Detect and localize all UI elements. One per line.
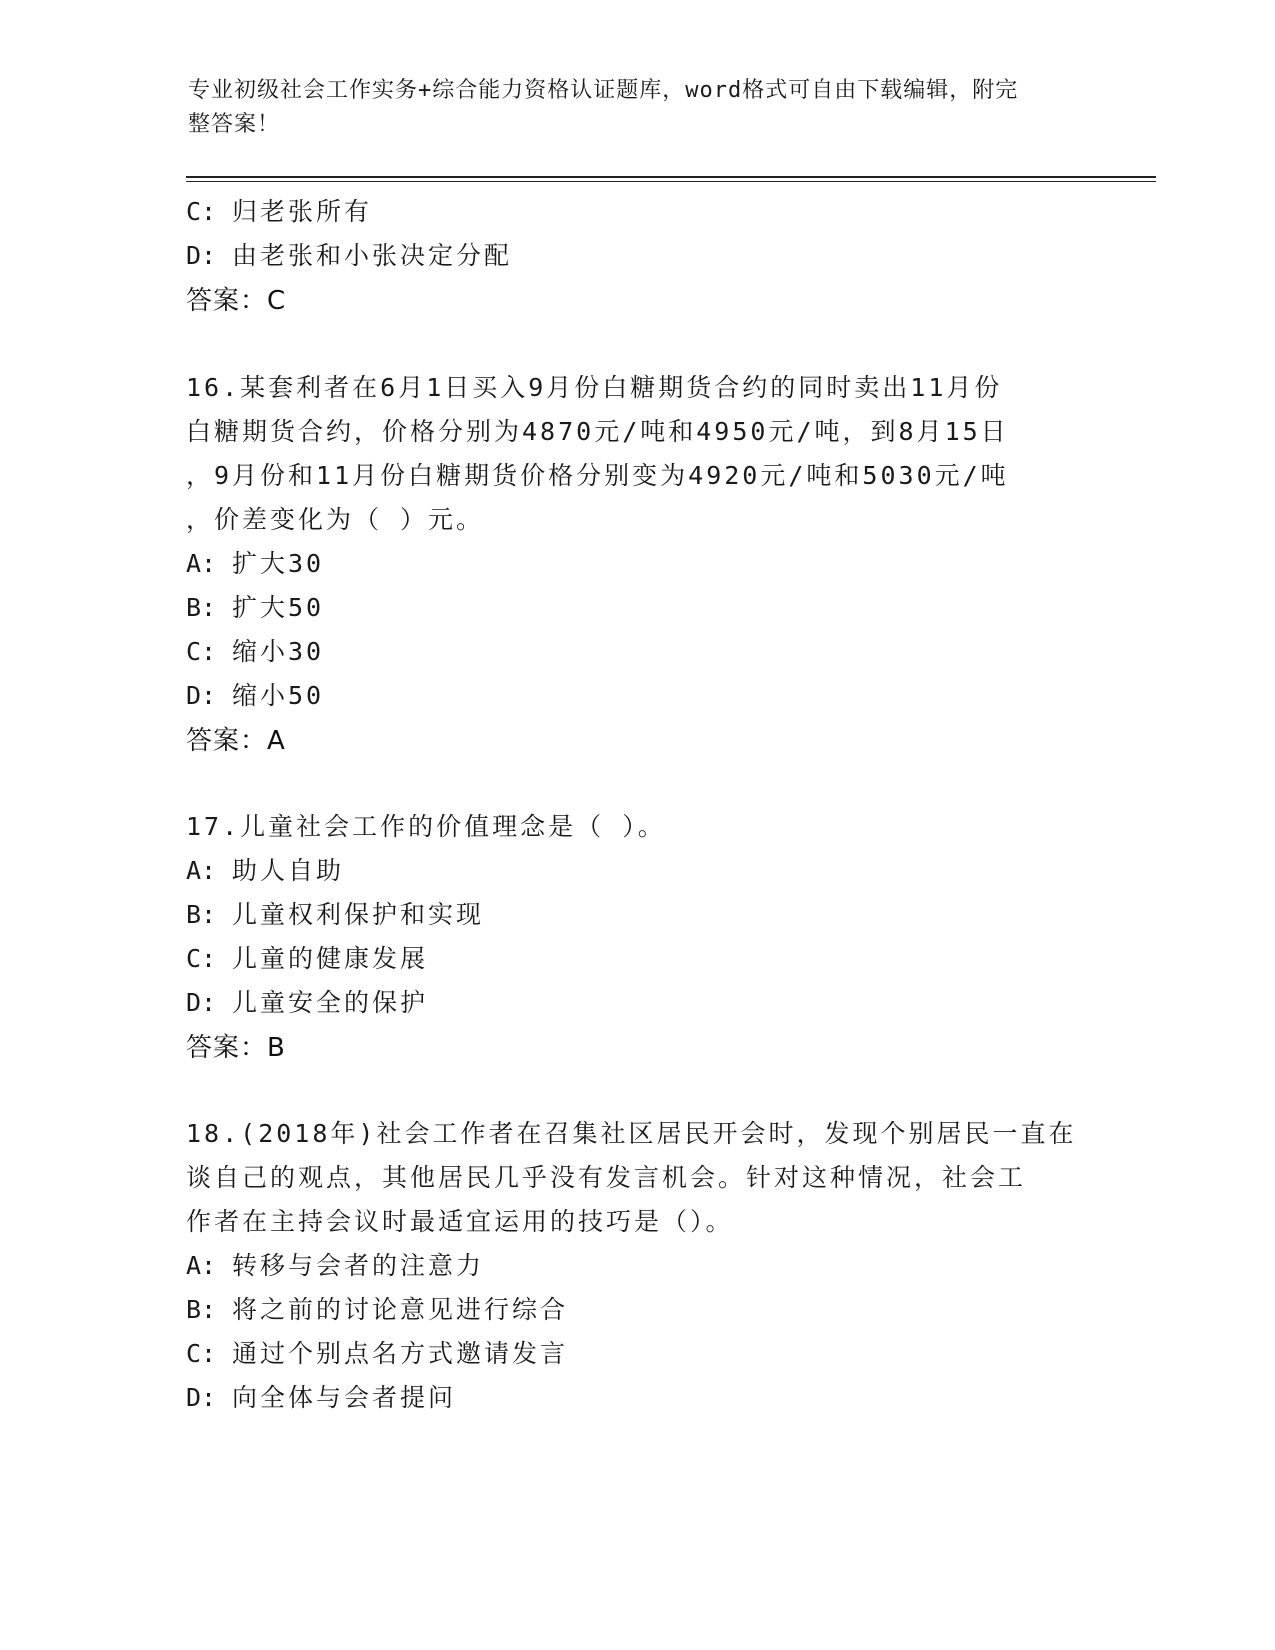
option-key: B: bbox=[186, 593, 217, 622]
option-key: D: bbox=[186, 1383, 217, 1412]
document-header bbox=[188, 74, 1068, 142]
option-item bbox=[186, 1290, 568, 1326]
header-divider-thin bbox=[186, 181, 1156, 182]
option-item bbox=[186, 1378, 456, 1414]
option-text: 儿童安全的保护 bbox=[232, 988, 429, 1017]
option-key: D: bbox=[186, 988, 217, 1017]
option-key: C: bbox=[186, 944, 217, 973]
question-stem-line: 白糖期货合约，价格分别为4870元/吨和4950元/吨，到8月15日 bbox=[186, 417, 1009, 446]
option-text: 缩小30 bbox=[232, 637, 325, 666]
option-key: A: bbox=[186, 856, 217, 885]
question-stem-line: 作者在主持会议时最适宜运用的技巧是（）。 bbox=[186, 1207, 734, 1236]
option-item bbox=[186, 588, 324, 624]
option-item bbox=[186, 544, 324, 580]
option-key: D: bbox=[186, 241, 217, 270]
option-item bbox=[186, 192, 372, 228]
option-text: 儿童权利保护和实现 bbox=[232, 900, 485, 929]
option-key: B: bbox=[186, 900, 217, 929]
option-text: 通过个别点名方式邀请发言 bbox=[232, 1339, 569, 1368]
option-item bbox=[186, 1246, 484, 1282]
option-item bbox=[186, 1334, 568, 1370]
question-stem-line: 17.儿童社会工作的价值理念是（ ）。 bbox=[186, 812, 666, 841]
option-text: 归老张所有 bbox=[232, 197, 373, 226]
option-key: D: bbox=[186, 681, 217, 710]
header-line-1: 专业初级社会工作实务+综合能力资格认证题库，word格式可自由下载编辑，附完 bbox=[188, 78, 1019, 103]
header-line-2: 整答案！ bbox=[188, 112, 281, 137]
answer-line: 答案：B bbox=[186, 1033, 286, 1063]
question-stem-line: 18.(2018年)社会工作者在召集社区居民开会时，发现个别居民一直在 bbox=[186, 1119, 1077, 1148]
question-stem-line: ，9月份和11月份白糖期货价格分别变为4920元/吨和5030元/吨 bbox=[186, 461, 1009, 490]
option-item bbox=[186, 939, 428, 975]
question-stem-line: 谈自己的观点，其他居民几乎没有发言机会。针对这种情况，社会工 bbox=[186, 1163, 1027, 1192]
option-text: 将之前的讨论意见进行综合 bbox=[232, 1295, 569, 1324]
option-item bbox=[186, 236, 512, 272]
answer-line: 答案：A bbox=[186, 726, 286, 756]
option-key: C: bbox=[186, 197, 217, 226]
option-item bbox=[186, 983, 428, 1019]
answer-line: 答案：C bbox=[186, 286, 287, 316]
option-text: 转移与会者的注意力 bbox=[232, 1251, 485, 1280]
question-stem-line: 16.某套利者在6月1日买入9月份白糖期货合约的同时卖出11月份 bbox=[186, 373, 1003, 402]
option-text: 缩小50 bbox=[232, 681, 325, 710]
header-divider-thick bbox=[186, 176, 1156, 178]
option-text: 由老张和小张决定分配 bbox=[232, 241, 513, 270]
option-item bbox=[186, 851, 344, 887]
option-key: C: bbox=[186, 1339, 217, 1368]
option-key: B: bbox=[186, 1295, 217, 1324]
option-text: 助人自助 bbox=[232, 856, 345, 885]
option-key: C: bbox=[186, 637, 217, 666]
question-stem-line: ，价差变化为（ ）元。 bbox=[186, 505, 485, 534]
option-key: A: bbox=[186, 1251, 217, 1280]
option-text: 儿童的健康发展 bbox=[232, 944, 429, 973]
option-key: A: bbox=[186, 549, 217, 578]
option-item bbox=[186, 895, 484, 931]
option-text: 扩大30 bbox=[232, 549, 325, 578]
option-text: 向全体与会者提问 bbox=[232, 1383, 457, 1412]
option-item bbox=[186, 676, 324, 712]
option-item bbox=[186, 632, 324, 668]
option-text: 扩大50 bbox=[232, 593, 325, 622]
